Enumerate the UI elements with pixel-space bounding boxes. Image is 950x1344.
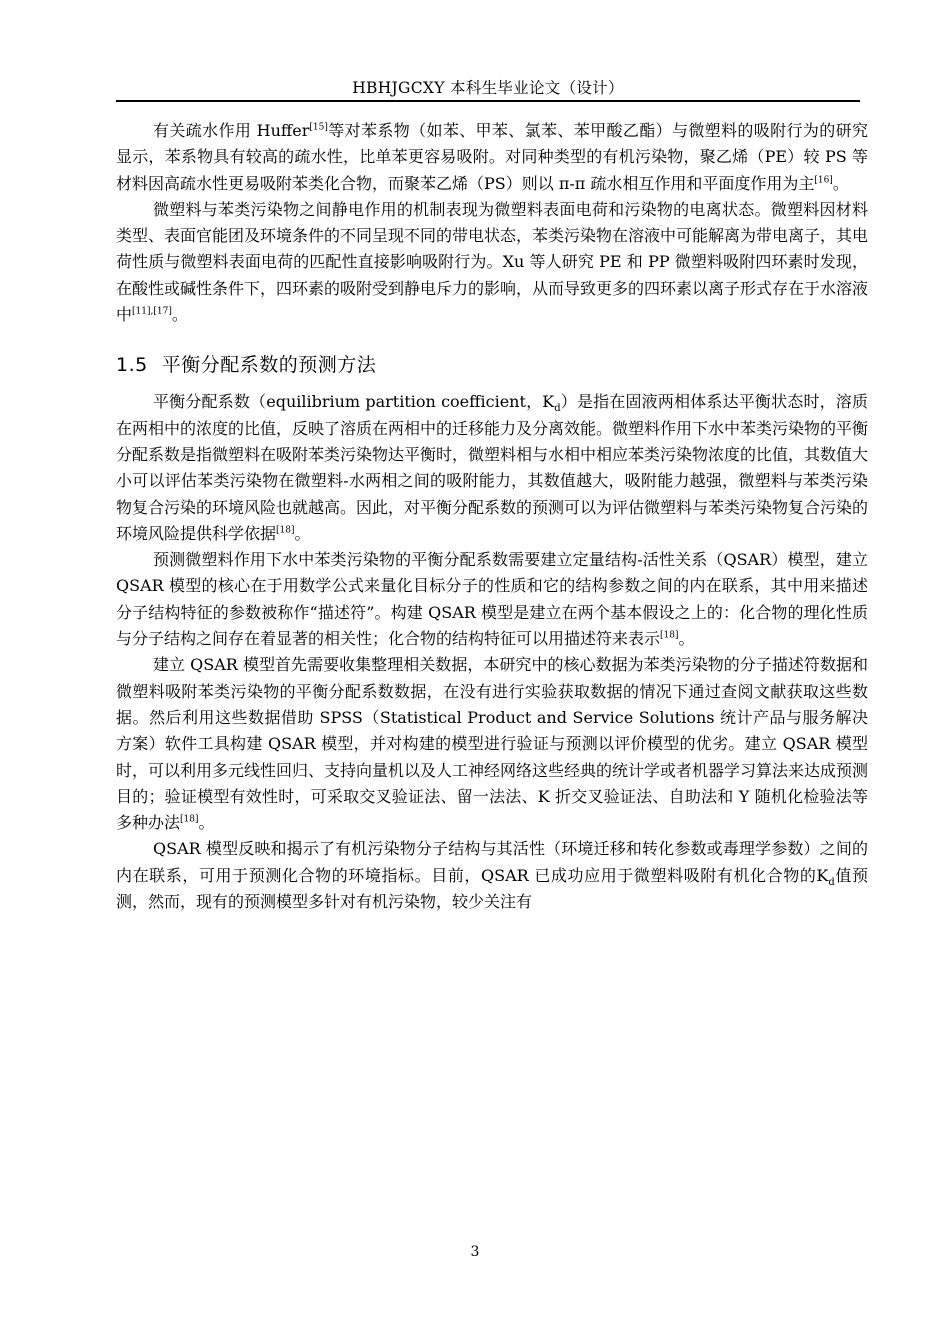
page-number: 3 [470,1244,480,1260]
paragraph-text: 等对苯系物（如苯、甲苯、氯苯、苯甲酸乙酯）与微塑料的吸附行为的研究显示，苯系物具有较高的疏水性，比单苯更容易吸附。对同种类型的有机污染物，聚乙烯（PE）较 PS 等材料因高疏水性更易吸附苯类化合物，而聚苯乙烯（PS）则以 π-π 疏水相互作用和平面度作用为主 [116,121,868,193]
citation-superscript: [18] [276,525,295,536]
citation-superscript: [18] [180,814,199,825]
running-header: HBHJGCXY 本科生毕业论文（设计） [352,79,624,97]
citation-superscript: [11],[17] [132,306,172,317]
body-paragraph [116,547,868,652]
header-divider [116,100,860,102]
body-paragraph [116,836,868,915]
paragraph-text: 建立 QSAR 模型首先需要收集整理相关数据，本研究中的核心数据为苯类污染物的分子描述符数据和微塑料吸附苯类污染物的平衡分配系数数据，在没有进行实验获取数据的情况下通过查阅文献获取这些数据。然后利用这些数据借助 SPSS（Statistical Product and Service Solutions 统计产品与服务解决方案）软件工具构建 QSAR 模型，并对构建的模型进行验证与预测以评价模型的优劣。建立 QSAR 模型时，可以利用多元线性回归、支持向量机以及人工神经网络这些经典的统计学或者机器学习算法来达成预测目的；验证模型有效性时，可采取交叉验证法、留一法法、K 折交叉验证法、自助法和 Y 随机化检验法等多种办法 [116,655,869,833]
citation-superscript: [16] [814,175,833,186]
paragraph-text: 。 [832,173,849,193]
paragraph-text: 。 [198,813,215,833]
paragraphs-after-section [116,389,868,915]
body-paragraph [116,652,868,836]
body-paragraph [116,197,868,328]
section-heading [116,350,868,377]
body-paragraph [116,389,868,547]
paragraph-text: QSAR 模型反映和揭示了有机污染物分子结构与其活性（环境迁移和转化参数或毒理学参数）之间的内在联系，可用于预测化合物的环境指标。目前，QSAR 已成功应用于微塑料吸附有机化合物的K [116,839,868,885]
subscript-text: d [554,403,561,415]
subscript-text: d [828,876,835,888]
paragraph-text: 。 [678,629,695,649]
paragraph-text: 预测微塑料作用下水中苯类污染物的平衡分配系数需要建立定量结构-活性关系（QSAR）模型，建立 QSAR 模型的核心在于用数学公式来量化目标分子的性质和它的结构参数之间的内在联系，其中用来描述分子结构特征的参数被称作“描述符”。构建 QSAR 模型是建立在两个基本假设之上的：化合物的理化性质与分子结构之间存在着显著的相关性；化合物的结构特征可以用描述符来表示 [116,550,868,649]
paragraph-text: ）是指在固液两相体系达平衡状态时，溶质在两相中的浓度的比值，反映了溶质在两相中的迁移能力及分离效能。微塑料作用下水中苯类污染物的平衡分配系数是指微塑料在吸附苯类污染物达平衡时，微塑料相与水相中相应苯类污染物浓度的比值，其数值大小可以评估苯类污染物在微塑料-水两相之间的吸附能力，其数值越大，吸附能力越强，微塑料与苯类污染物复合污染的环境风险也就越高。因此，对平衡分配系数的预测可以为评估微塑料与苯类污染物复合污染的环境风险提供科学依据 [116,392,869,543]
paragraph-text: 平衡分配系数（equilibrium partition coefficient，K [153,392,555,412]
body-paragraph [116,118,868,197]
paragraph-text: 微塑料与苯类污染物之间静电作用的机制表现为微塑料表面电荷和污染物的电离状态。微塑料因材料类型、表面官能团及环境条件的不同呈现不同的带电状态，苯类污染物在溶液中可能解离为带电离子，其电荷性质与微塑料表面电荷的匹配性直接影响吸附行为。Xu 等人研究 PE 和 PP 微塑料吸附四环素时发现，在酸性或碱性条件下，四环素的吸附受到静电斥力的影响，从而导致更多的四环素以离子形式存在于水溶液中 [116,199,869,325]
citation-superscript: [15] [309,122,328,133]
paragraph-text: 有关疏水作用 Huffer [153,121,310,140]
citation-superscript: [18] [660,630,679,641]
paragraphs-before-section [116,118,868,328]
paragraph-text: 。 [171,305,188,325]
page-body [116,118,868,915]
section-number: 1.5 [116,354,148,377]
section-title: 平衡分配系数的预测方法 [161,354,377,377]
paragraph-text: 值预测，然而，现有的预测模型多针对有机污染物，较少关注有 [116,865,868,912]
paragraph-text: 。 [294,523,311,543]
